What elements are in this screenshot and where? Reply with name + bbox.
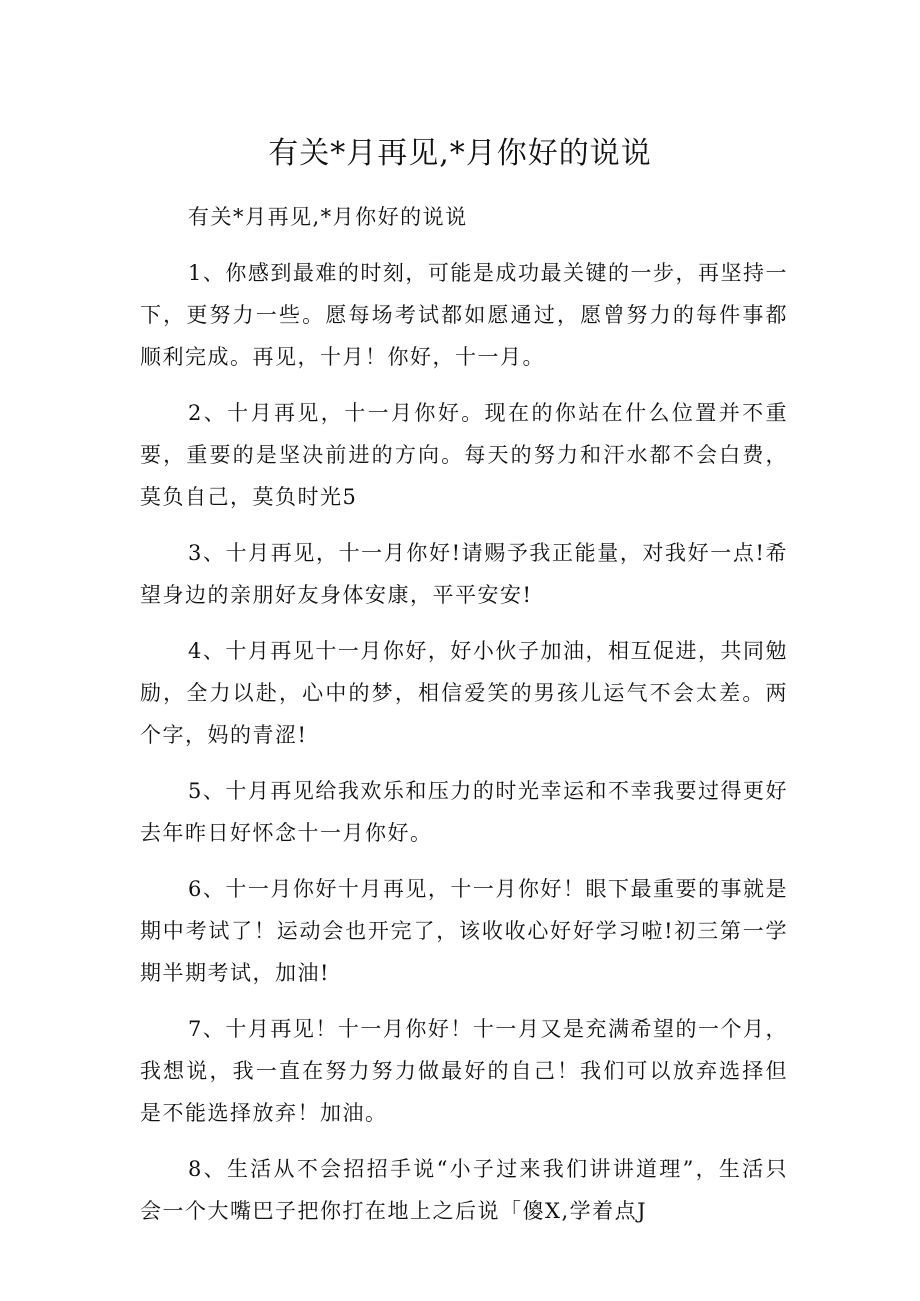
paragraph-3: 3、十月再见，十一月你好!请赐予我正能量，对我好一点!希望身边的亲朋好友身体安康，平平安安! <box>140 541 788 607</box>
document-body <box>140 196 788 1246</box>
paragraph-8: 8、生活从不会招招手说“小子过来我们讲讲道理”，生活只会一个大嘴巴子把你打在地上之后说「傻X,学着点J <box>140 1157 788 1223</box>
paragraph-1: 1、你感到最难的时刻，可能是成功最关键的一步，再坚持一下，更努力一些。愿每场考试都如愿通过，愿曾努力的每件事都顺利完成。再见，十月！你好，十一月。 <box>140 261 788 369</box>
subtitle-paragraph: 有关*月再见,*月你好的说说 <box>188 205 468 229</box>
paragraph-7: 7、十月再见！十一月你好！十一月又是充满希望的一个月，我想说，我一直在努力努力做最好的自己！我们可以放弃选择但是不能选择放弃！加油。 <box>140 1017 788 1125</box>
paragraph-5: 5、十月再见给我欢乐和压力的时光幸运和不幸我要过得更好去年昨日好怀念十一月你好。 <box>140 779 788 845</box>
document-title: 有关*月再见,*月你好的说说 <box>268 136 652 171</box>
paragraph-6: 6、十一月你好十月再见，十一月你好！眼下最重要的事就是期中考试了！运动会也开完了，该收收心好好学习啦!初三第一学期半期考试，加油! <box>140 877 788 985</box>
paragraph-2: 2、十月再见，十一月你好。现在的你站在什么位置并不重要，重要的是坚决前进的方向。每天的努力和汗水都不会白费，莫负自己，莫负时光5 <box>140 401 788 509</box>
paragraph-4: 4、十月再见十一月你好，好小伙子加油，相互促进，共同勉励，全力以赴，心中的梦，相信爱笑的男孩儿运气不会太差。两个字，妈的青涩! <box>140 639 788 747</box>
